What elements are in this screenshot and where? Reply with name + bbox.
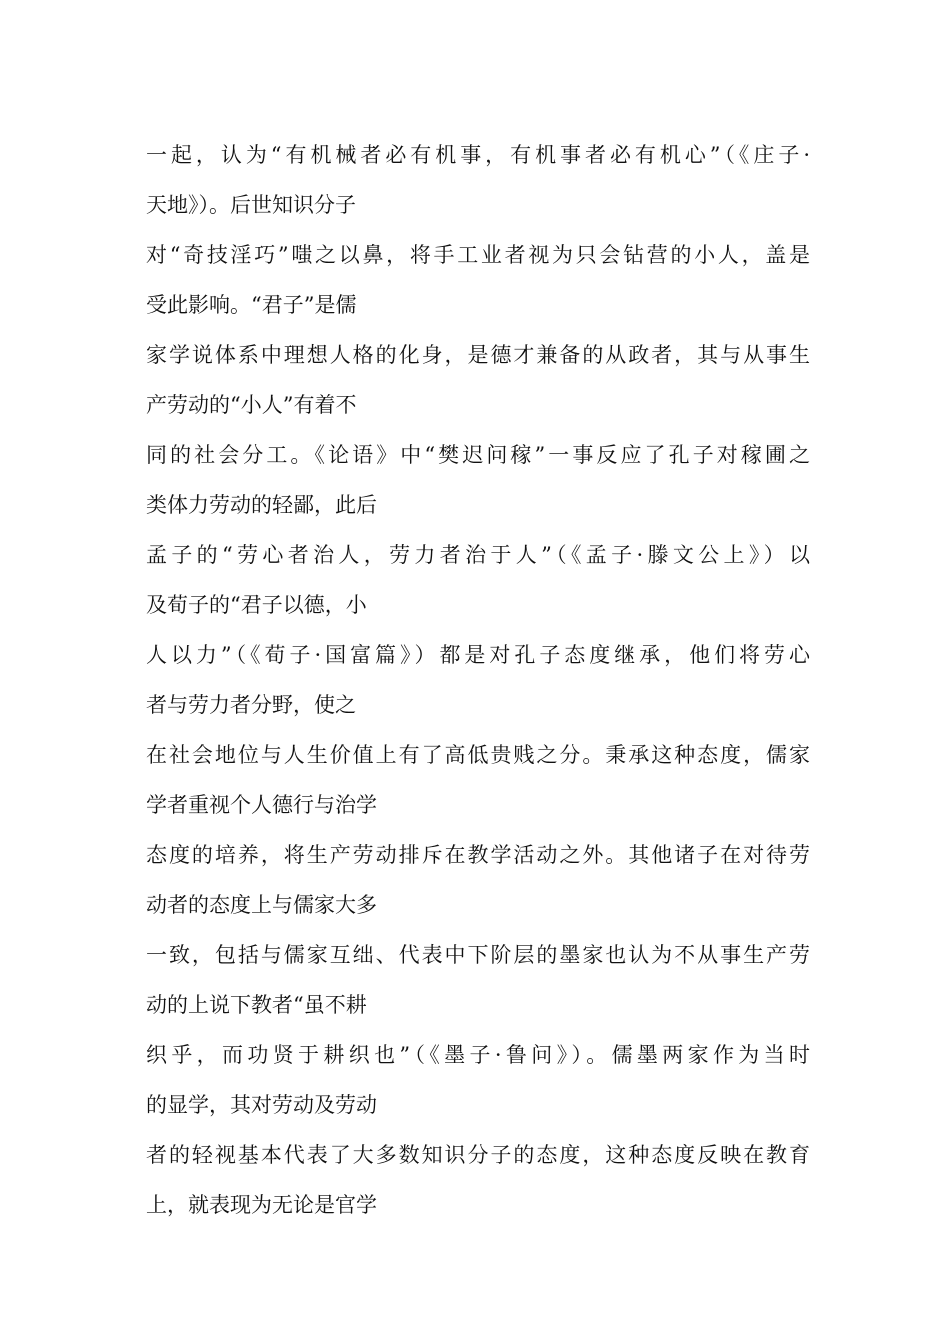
text-line-12: 者与劳力者分野，使之 xyxy=(146,693,356,717)
text-line-21: 者的轻视基本代表了大多数知识分子的态度，这种态度反映在教育 xyxy=(146,1143,810,1167)
text-line-15: 态度的培养，将生产劳动排斥在教学活动之外。其他诸子在对待劳 xyxy=(146,843,810,867)
text-line-16: 动者的态度上与儒家大多 xyxy=(146,893,377,917)
text-line-13: 在社会地位与人生价值上有了高低贵贱之分。秉承这种态度，儒家 xyxy=(146,743,810,767)
text-line-22: 上，就表现为无论是官学 xyxy=(146,1193,377,1217)
text-line-8: 类体力劳动的轻鄙，此后 xyxy=(146,493,377,517)
text-line-18: 动的上说下教者“虽不耕 xyxy=(146,993,367,1017)
text-line-17: 一致，包括与儒家互绌、代表中下阶层的墨家也认为不从事生产劳 xyxy=(146,943,810,967)
text-line-4: 受此影响。“君子”是儒 xyxy=(146,293,357,317)
text-line-3: 对“奇技淫巧”嗤之以鼻，将手工业者视为只会钻营的小人，盖是 xyxy=(146,243,810,267)
text-line-9: 孟子的“劳心者治人，劳力者治于人”（《孟子·滕文公上》）以 xyxy=(146,543,810,567)
text-line-14: 学者重视个人德行与治学 xyxy=(146,793,377,817)
text-line-5: 家学说体系中理想人格的化身，是德才兼备的从政者，其与从事生 xyxy=(146,343,810,367)
text-line-6: 产劳动的“小人”有着不 xyxy=(146,393,357,417)
text-line-20: 的显学，其对劳动及劳动 xyxy=(146,1093,377,1117)
text-line-19: 织乎，而功贤于耕织也”（《墨子·鲁问》）。儒墨两家作为当时 xyxy=(146,1043,810,1067)
text-line-7: 同的社会分工。《论语》中“樊迟问稼”一事反应了孔子对稼圃之 xyxy=(146,443,810,467)
text-line-11: 人以力”（《荀子·国富篇》）都是对孔子态度继承，他们将劳心 xyxy=(146,643,810,667)
body-text xyxy=(146,130,810,1230)
text-line-10: 及荀子的“君子以德，小 xyxy=(146,593,367,617)
text-line-1: 一起，认为“有机械者必有机事，有机事者必有机心”（《庄子· xyxy=(146,143,810,167)
text-line-2: 天地》）。后世知识分子 xyxy=(146,193,356,217)
